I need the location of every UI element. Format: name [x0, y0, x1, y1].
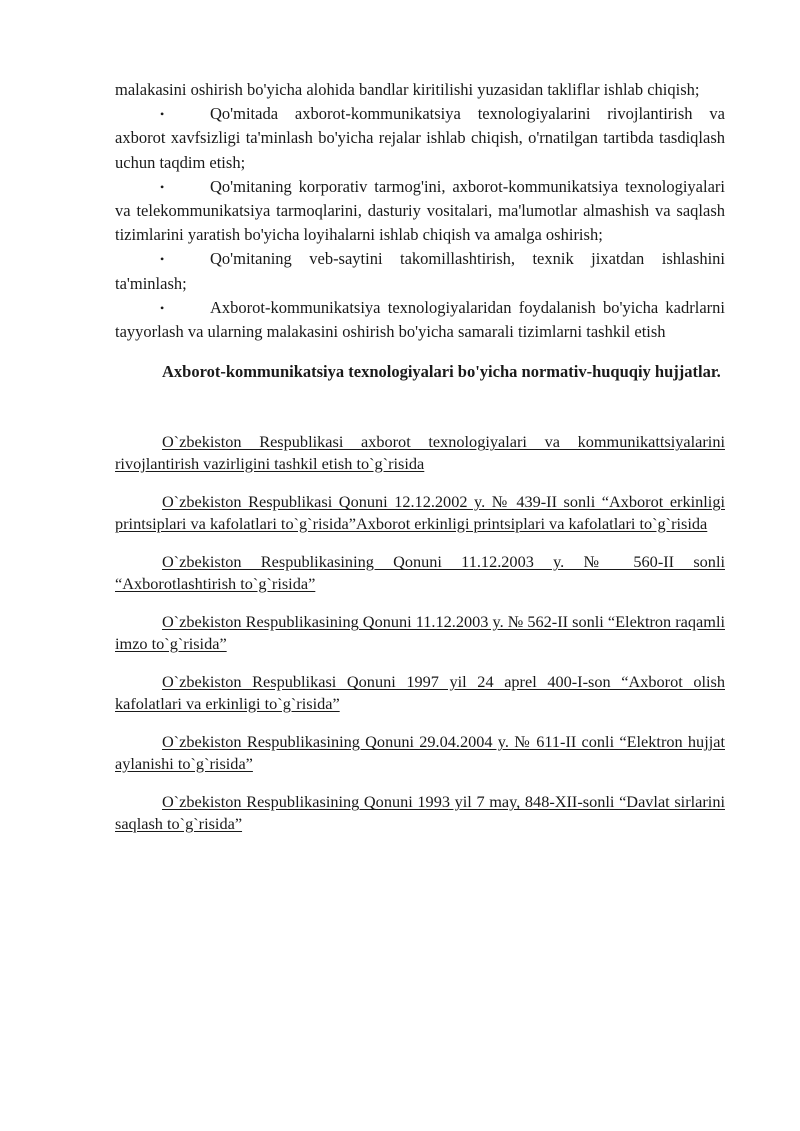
list-item: [115, 247, 725, 295]
legal-document-item: [115, 731, 725, 774]
document-page: [115, 78, 725, 851]
legal-document-item: [115, 431, 725, 474]
intro-paragraph: malakasini oshirish bo'yicha alohida bandlar kiritilishi yuzasidan takliflar ishlab chiqish;: [115, 80, 700, 99]
legal-document-item: [115, 611, 725, 654]
legal-document-link[interactable]: O`zbekiston Respublikasi Qonuni 1997 yil 24 aprel 400-I-son “Axborot olish kafolatlari va erkinligi to`g`risida”: [115, 672, 725, 713]
legal-document-item: [115, 491, 725, 534]
list-item: [115, 175, 725, 248]
legal-document-link[interactable]: O`zbekiston Respublikasining Qonuni 29.04.2004 y. № 611-II conli “Elektron hujjat aylanishi to`g`risida”: [115, 732, 725, 773]
legal-document-item: [115, 791, 725, 834]
legal-documents-list: [115, 431, 725, 834]
section-heading: Axborot-kommunikatsiya texnologiyalari bo'yicha normativ-huquqiy hujjatlar.: [162, 362, 721, 382]
list-item: [115, 102, 725, 175]
list-item-text: Qo'mitaning veb-saytini takomillashtirish, texnik jixatdan ishlashini ta'minlash;: [115, 249, 725, 293]
bullet-icon: •: [160, 300, 165, 315]
legal-document-item: [115, 671, 725, 714]
legal-document-link[interactable]: O`zbekiston Respublikasining Qonuni 11.12.2003 y. № 560-II sonli “Axborotlashtirish to`g`risida”: [115, 552, 725, 593]
list-item: [115, 296, 725, 344]
bullet-list: [115, 102, 725, 344]
legal-document-link[interactable]: O`zbekiston Respublikasi Qonuni 12.12.2002 y. № 439-II sonli “Axborot erkinligi printsiplari va kafolatlari to`g`risida”Axborot erkinligi printsiplari va kafolatlari to`g`risida: [115, 492, 725, 533]
bullet-icon: •: [160, 107, 165, 122]
legal-document-link[interactable]: O`zbekiston Respublikasi axborot texnologiyalari va kommunikattsiyalarini rivojlantirish vazirligini tashkil etish to`g`risida: [115, 432, 725, 473]
legal-document-item: [115, 551, 725, 594]
legal-document-link[interactable]: O`zbekiston Respublikasining Qonuni 1993 yil 7 may, 848-XII-sonli “Davlat sirlarini saqlash to`g`risida”: [115, 792, 725, 833]
list-item-text: Axborot-kommunikatsiya texnologiyalaridan foydalanish bo'yicha kadrlarni tayyorlash va ularning malakasini oshirish bo'yicha samarali tizimlarni tashkil etish: [115, 297, 725, 342]
legal-document-link[interactable]: O`zbekiston Respublikasining Qonuni 11.12.2003 y. № 562-II sonli “Elektron raqamli imzo to`g`risida”: [115, 612, 725, 653]
bullet-icon: •: [160, 179, 165, 194]
bullet-icon: •: [160, 252, 165, 267]
list-item-text: Qo'mitaning korporativ tarmog'ini, axborot-kommunikatsiya texnologiyalari va telekommunikatsiya tarmoqlarini, dasturiy vositalari, ma'lumotlar almashish va saqlash tizimlarini yaratish bo'yicha loyihalarni ishlab chiqish va amalga oshirish;: [115, 176, 725, 245]
list-item-text: Qo'mitada axborot-kommunikatsiya texnologiyalarini rivojlantirish va axborot xavfsizligi ta'minlash bo'yicha rejalar ishlab chiqish, o'rnatilgan tartibda tasdiqlash uchun taqdim etish;: [115, 104, 725, 172]
